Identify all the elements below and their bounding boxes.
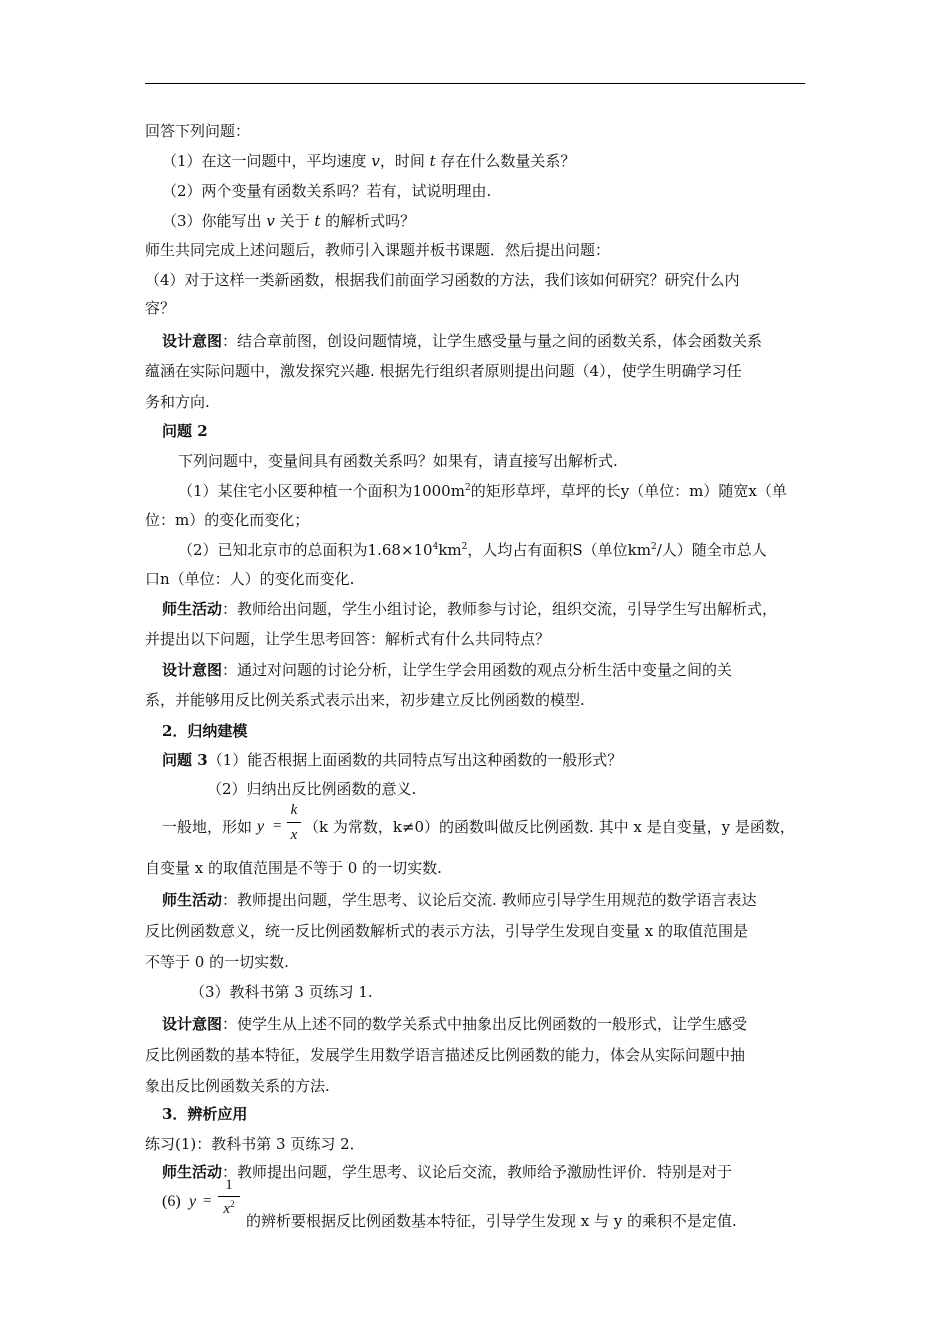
text-line: 象出反比例函数关系的方法. (145, 1077, 330, 1095)
text-line: 下列问题中，变量间具有函数关系吗？如果有，请直接写出解析式. (178, 452, 618, 470)
fraction-bar (218, 1196, 240, 1197)
section-2-heading: 2．归纳建模 (162, 722, 248, 740)
definition-line: 一般地，形如 (162, 818, 253, 836)
problem-2-1: （1）某住宅小区要种植一个面积为$1000m^2$的矩形草坪，草坪的长y（单位：m）随宽x（单 (178, 482, 787, 500)
text-line: 位：m）的变化而变化； (145, 511, 310, 529)
problem-3-2: （2）归纳出反比例函数的意义. (207, 780, 417, 798)
problem-2-heading: 问题 2 (162, 422, 208, 440)
teacher-student-activity-3: 师生活动：教师提出问题，学生思考、议论后交流，教师给予激励性评价．特别是对于 (162, 1163, 733, 1181)
header-rule (145, 83, 805, 84)
formula-denominator-x-squared: $x^2$ (223, 1199, 235, 1217)
design-intent-3: 设计意图：使学生从上述不同的数学关系式中抽象出反比例函数的一般形式，让学生感受 (162, 1015, 748, 1033)
teacher-student-activity-2: 师生活动：教师提出问题，学生思考、议论后交流. 教师应引导学生用规范的数学语言表达 (162, 891, 757, 909)
formula-denominator-x: x (290, 827, 298, 843)
question-1-2: （2）两个变量有函数关系吗？若有，试说明理由. (162, 182, 492, 200)
section-3-heading: 3．辨析应用 (162, 1105, 248, 1123)
text-line: 自变量 x 的取值范围是不等于 0 的一切实数. (145, 859, 442, 877)
formula-numerator-1: 1 (225, 1177, 233, 1193)
text-line: 不等于 0 的一切实数. (145, 953, 289, 971)
problem-3-1: 问题 3（1）能否根据上面函数的共同特点写出这种函数的一般形式？ (162, 751, 623, 769)
text-line: 系，并能够用反比例关系式表示出来，初步建立反比例函数的模型. (145, 691, 585, 709)
fraction-bar (287, 822, 301, 823)
formula-numerator-k: k (290, 802, 298, 818)
text-line: （k 为常数，k≠0）的函数叫做反比例函数. 其中 x 是自变量，y 是函数， (304, 818, 795, 836)
text-line: 反比例函数的基本特征，发展学生用数学语言描述反比例函数的能力，体会从实际问题中抽 (145, 1046, 746, 1064)
text-line: 的辨析要根据反比例函数基本特征，引导学生发现 x 与 y 的乘积不是定值. (246, 1212, 737, 1230)
question-1-3: （3）你能写出 v 关于 t 的解析式吗？ (162, 212, 416, 230)
exercise-1: 练习(1)：教科书第 3 页练习 2． (145, 1135, 365, 1153)
text-line: 并提出以下问题，让学生思考回答：解析式有什么共同特点？ (145, 630, 551, 648)
formula-y: y (257, 818, 265, 835)
question-1-4: （4）对于这样一类新函数，根据我们前面学习函数的方法，我们该如何研究？研究什么内 (145, 271, 740, 289)
formula-equals: = (273, 818, 282, 834)
text-line: 回答下列问题： (145, 122, 251, 140)
formula-y: y (189, 1193, 197, 1210)
text-line: 反比例函数意义，统一反比例函数解析式的表示方法，引导学生发现自变量 x 的取值范围是 (145, 922, 748, 940)
design-intent-1: 设计意图：结合章前图，创设问题情境，让学生感受量与量之间的函数关系，体会函数关系 (162, 332, 763, 350)
text-line: 蕴涵在实际问题中，激发探究兴趣. 根据先行组织者原则提出问题（4），使学生明确学习任 (145, 362, 742, 380)
design-intent-2: 设计意图：通过对问题的讨论分析，让学生学会用函数的观点分析生活中变量之间的关 (162, 661, 733, 679)
text-line: 容？ (145, 299, 176, 317)
item-number: (6) (162, 1193, 181, 1210)
text-line: 师生共同完成上述问题后，教师引入课题并板书课题．然后提出问题： (145, 241, 611, 259)
question-1-1: （1）在这一问题中，平均速度 v，时间 t 存在什么数量关系？ (162, 152, 576, 170)
problem-2-2: （2）已知北京市的总面积为$1.68\times 10^4km^2$，人均占有面积S（单位$km^2/$人）随全市总人 (178, 541, 767, 559)
problem-3-3: （3）教科书第 3 页练习 1. (190, 983, 373, 1001)
text-line: 务和方向. (145, 393, 210, 411)
teacher-student-activity-1: 师生活动：教师给出问题，学生小组讨论，教师参与讨论，组织交流，引导学生写出解析式， (162, 600, 778, 618)
formula-equals: = (203, 1193, 212, 1209)
text-line: 口n（单位：人）的变化而变化. (145, 570, 355, 588)
